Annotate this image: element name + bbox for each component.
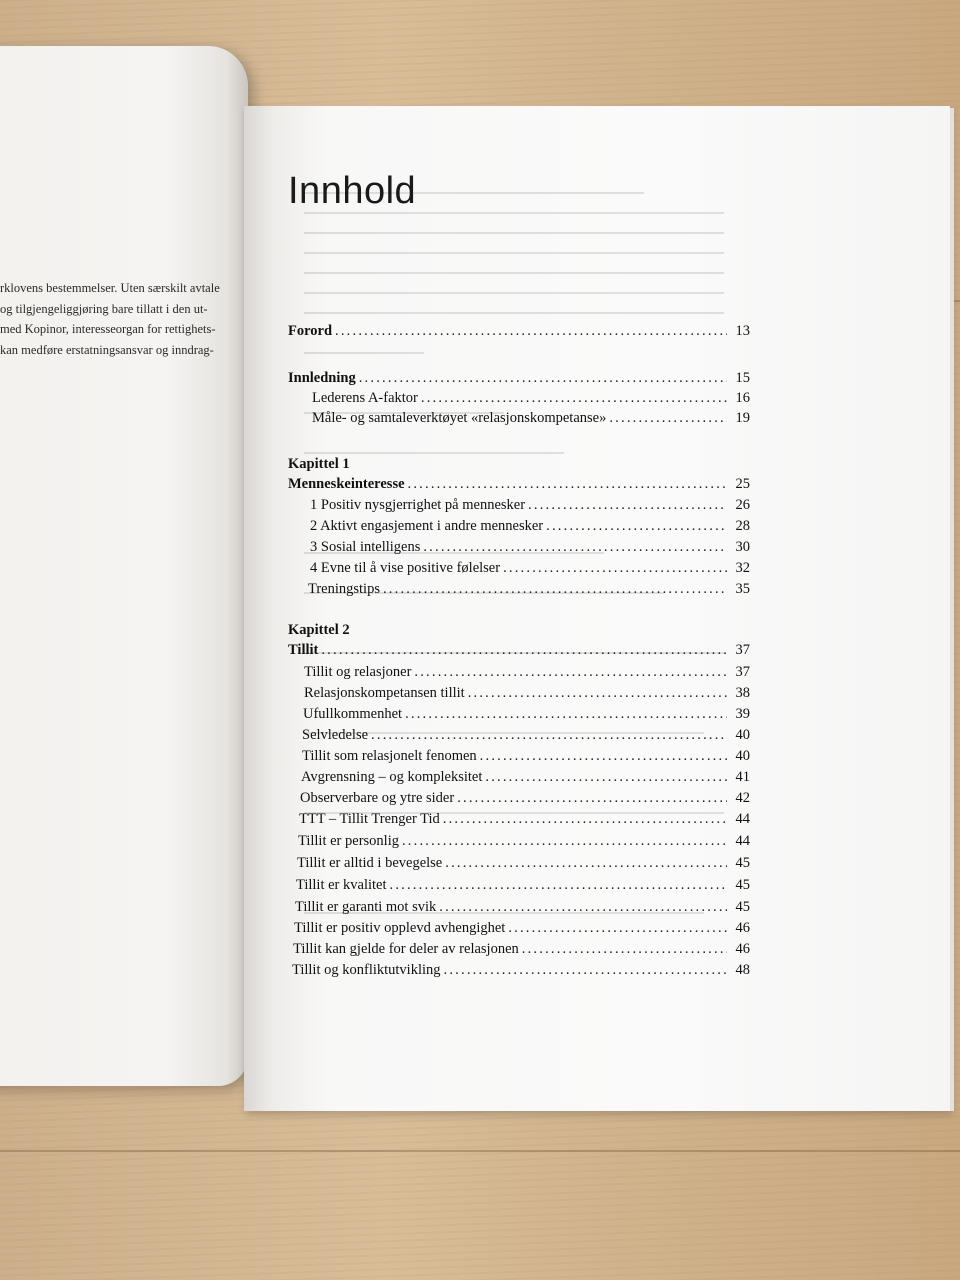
floor-plank-seam [0,1150,960,1152]
toc-page-number: 40 [735,727,750,743]
toc-subentry [302,745,750,767]
page-edge [950,108,954,1111]
toc-page-number: 45 [735,855,750,871]
toc-entry-label: 2 Aktivt engasjement i andre mennesker [310,518,544,534]
dot-leader [371,724,727,746]
toc-page-number: 28 [735,518,750,534]
toc-page-number: 15 [735,370,750,386]
dot-leader [444,959,727,981]
toc-page-number: 40 [735,748,750,764]
toc-entry-label: Relasjonskompetansen tillit [304,685,465,701]
chapter-heading: Kapittel 1 [288,456,350,472]
copyright-line: rklovens bestemmelser. Uten særskilt avtale [0,281,220,295]
toc-subentry [295,896,750,918]
toc-subentry [312,407,750,429]
dot-leader [443,808,727,830]
toc-page-number: 13 [735,323,750,339]
toc-page-number: 41 [735,769,750,785]
toc-page-number: 46 [735,941,750,957]
toc-entry-label: Tillit er alltid i bevegelse [297,855,443,871]
toc-entry-chapter [288,639,750,661]
toc-subentry [304,661,750,683]
dot-leader [445,852,727,874]
toc-entry-label: 3 Sosial intelligens [310,539,421,555]
toc-page-number: 25 [735,476,750,492]
toc-entry-label: TTT – Tillit Trenger Tid [299,811,440,827]
toc-page-number: 37 [735,664,750,680]
toc-subentry [300,787,750,809]
toc-page-number: 44 [735,811,750,827]
dot-leader [468,682,727,704]
dot-leader [335,320,727,342]
toc-subentry [299,808,750,830]
copyright-line: og tilgjengeliggjøring bare tillatt i den ut- [0,301,208,316]
dot-leader [321,639,727,661]
toc-entry-innledning [288,367,750,389]
toc-page-number: 35 [735,581,750,597]
toc-entry-label: Tillit er garanti mot svik [295,899,437,915]
toc-page-number: 44 [735,833,750,849]
dot-leader [421,387,727,409]
toc-entry-label: Tillit kan gjelde for deler av relasjonen [293,941,519,957]
dot-leader [402,830,727,852]
toc-page-number: 39 [735,706,750,722]
copyright-text [0,278,228,360]
dot-leader [508,917,727,939]
toc-entry-label: Lederens A-faktor [312,390,418,406]
dot-leader [609,407,727,429]
toc-entry-label: Tillit [288,642,319,658]
copyright-line: kan medføre erstatningsansvar og inndrag- [0,342,214,357]
dot-leader [480,745,727,767]
dot-leader [522,938,727,960]
toc-entry-label: Måle- og samtaleverktøyet «relasjonskompetanse» [312,410,607,426]
toc-subentry [298,830,750,852]
dot-leader [390,874,728,896]
toc-page-number: 16 [735,390,750,406]
toc-entry-label: Menneskeinteresse [288,476,405,492]
toc-page-number: 30 [735,539,750,555]
toc-entry-label: Forord [288,323,333,339]
toc-entry-chapter [288,473,750,495]
toc-page-number: 32 [735,560,750,576]
toc-entry-label: Innledning [288,370,356,386]
toc-entry-label: Observerbare og ytre sider [300,790,455,806]
toc-page-number: 45 [735,877,750,893]
dot-leader [414,661,727,683]
toc-page-number: 19 [735,410,750,426]
toc-subentry [301,766,750,788]
toc-entry-forord [288,320,750,342]
toc-entry-label: Treningstips [308,581,380,597]
toc-entry-label: Tillit er personlig [298,833,399,849]
dot-leader [546,515,727,537]
toc-entry-label: Tillit er kvalitet [296,877,387,893]
dot-leader [408,473,727,495]
dot-leader [485,766,727,788]
dot-leader [405,703,727,725]
toc-subentry [304,682,750,704]
toc-subentry [310,494,750,516]
toc-page-number: 26 [735,497,750,513]
dot-leader [503,557,727,579]
toc-page-number: 46 [735,920,750,936]
copyright-line: med Kopinor, interesseorgan for rettighets- [0,322,216,336]
toc-entry-label: Tillit er positiv opplevd avhengighet [294,920,506,936]
chapter-heading: Kapittel 2 [288,622,350,638]
toc-subentry [310,536,750,558]
toc-entry-label: Ufullkommenhet [303,706,403,722]
toc-entry-label: 1 Positiv nysgjerrighet på mennesker [310,497,526,513]
dot-leader [423,536,727,558]
toc-entry-label: Selvledelse [302,727,369,743]
toc-entry-label: Tillit som relasjonelt fenomen [302,748,477,764]
toc-entry-label: 4 Evne til å vise positive følelser [310,560,501,576]
toc-subentry [312,387,750,409]
toc-subentry [294,917,750,939]
dot-leader [383,578,727,600]
toc-page-number: 45 [735,899,750,915]
dot-leader [439,896,727,918]
toc-entry-label: Avgrensning – og kompleksitet [301,769,483,785]
toc-subentry [302,724,750,746]
toc-subentry [293,938,750,960]
toc-page-number: 48 [735,962,750,978]
dot-leader [528,494,727,516]
toc-subentry [296,874,750,896]
dot-leader [359,367,727,389]
toc-subentry [310,515,750,537]
toc-subentry [297,852,750,874]
toc-page-number: 38 [735,685,750,701]
toc-entry-label: Tillit og konfliktutvikling [292,962,441,978]
toc-entry-label: Tillit og relasjoner [304,664,412,680]
toc-subentry [292,959,750,981]
page-title: Innhold [288,170,417,212]
dot-leader [457,787,727,809]
toc-page-number: 37 [735,642,750,658]
toc-subentry [303,703,750,725]
left-page [0,46,248,1086]
toc-subentry [308,578,750,600]
toc-subentry [310,557,750,579]
toc-page-number: 42 [735,790,750,806]
